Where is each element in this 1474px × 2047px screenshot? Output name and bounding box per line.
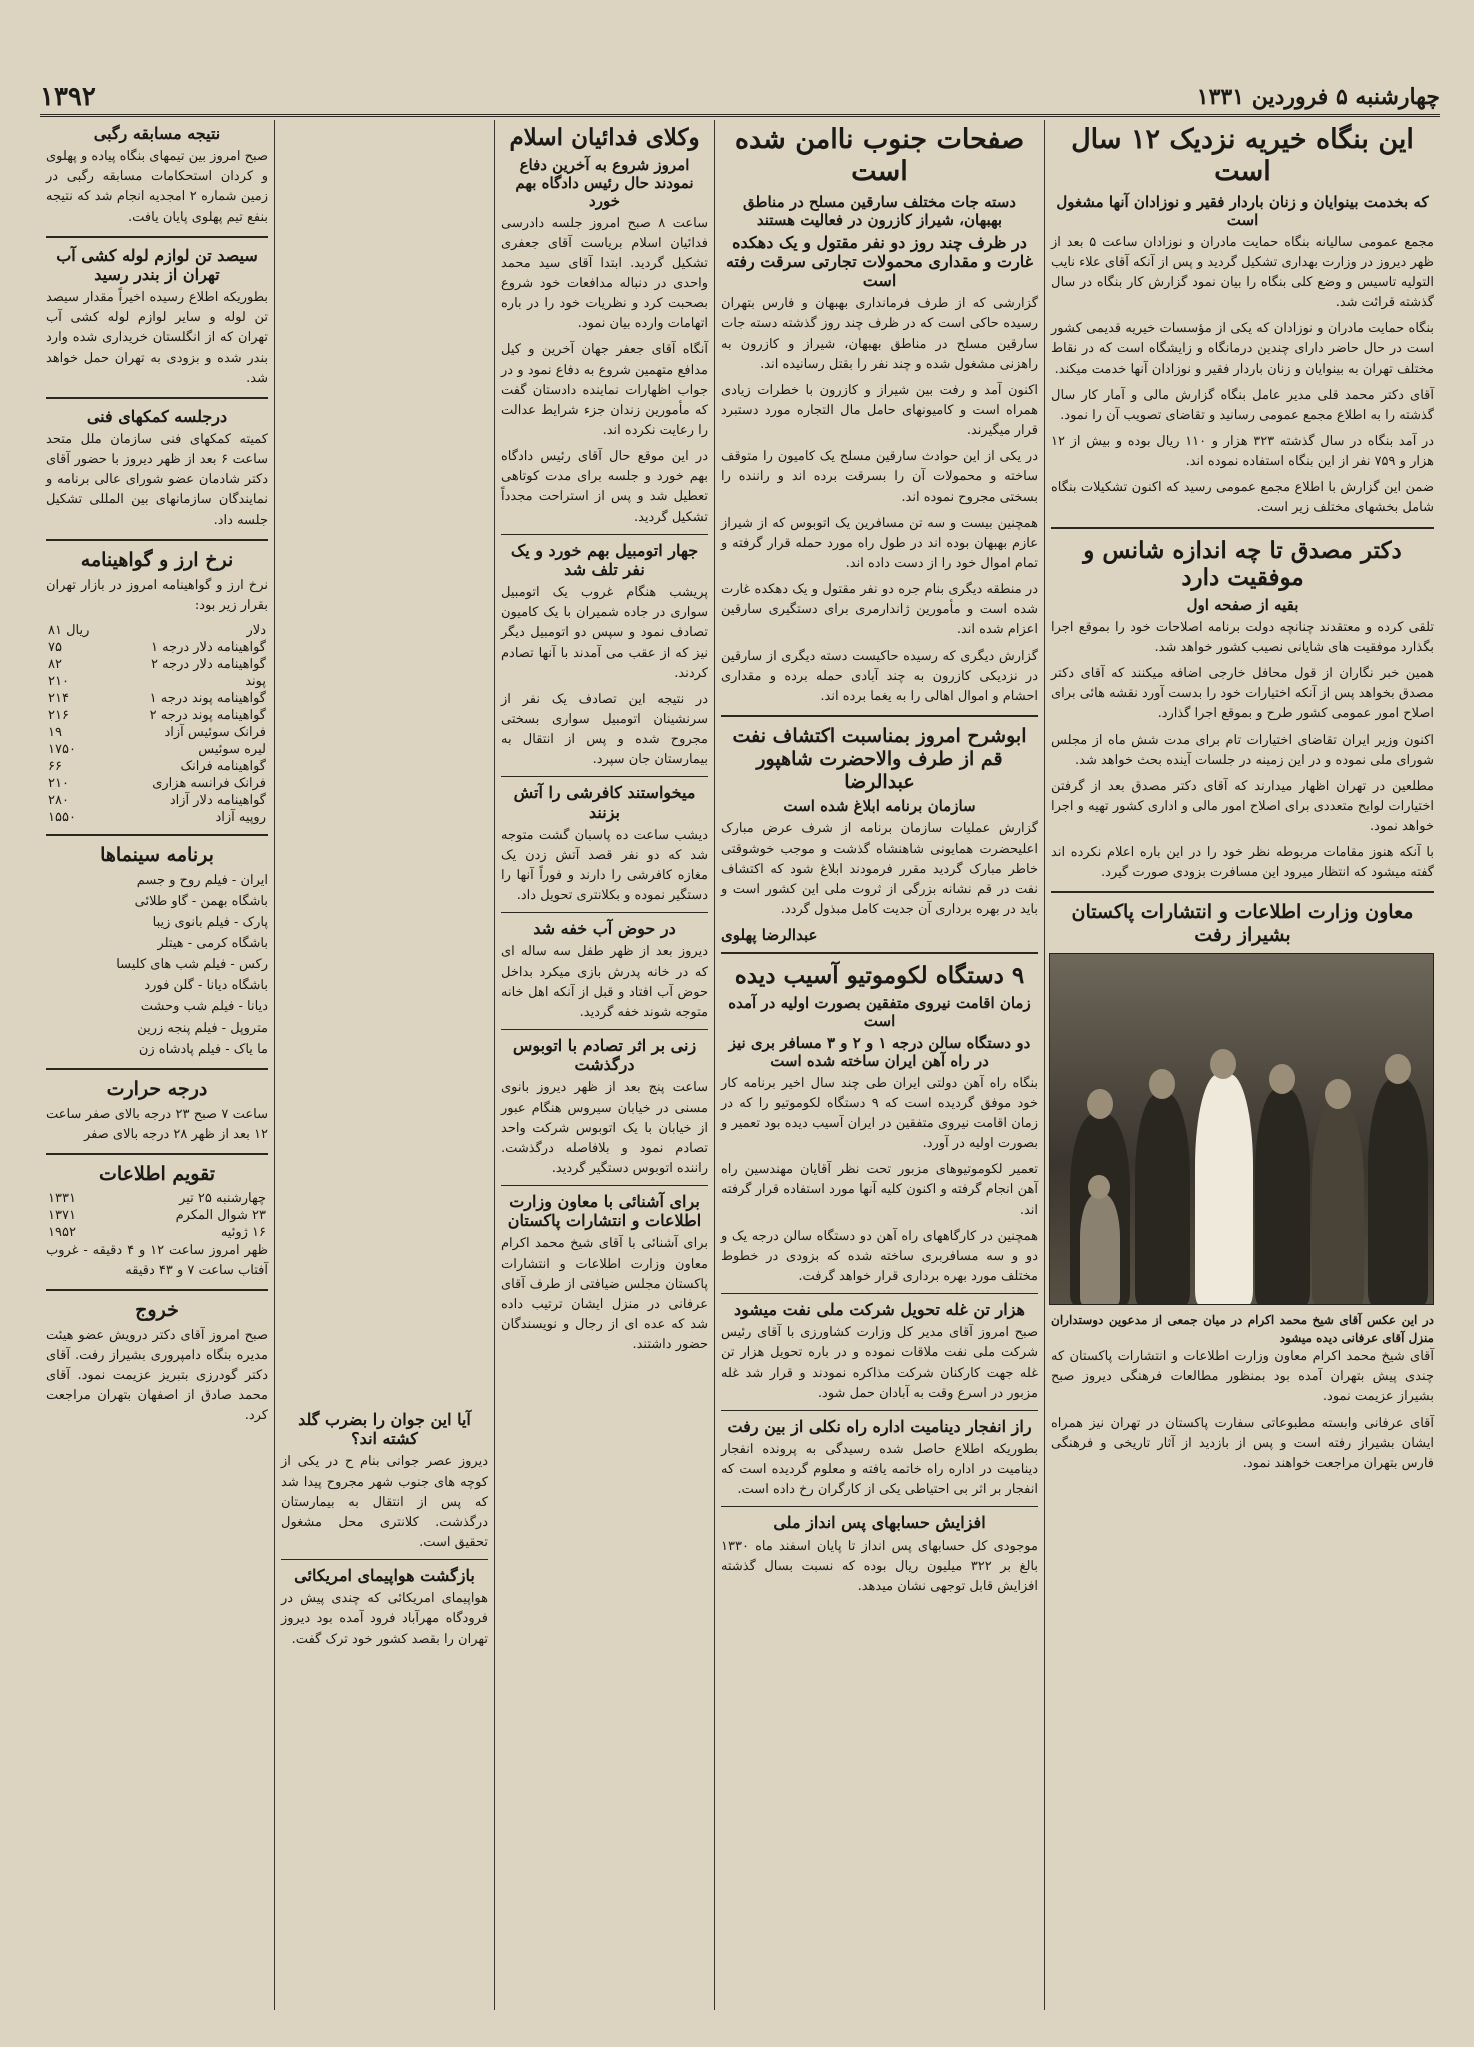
article-text: تلقی کرده و معتقدند چنانچه دولت برنامه اصلاحات خود را بموقع اجرا بگذارد موفقیت های شایانی نصیب کشور خواهد شد. — [1051, 619, 1434, 655]
article-text: آقای شیخ محمد اکرام معاون وزارت اطلاعات و انتشارات پاکستان که چندی پیش بتهران آمده بود بمنظور مطالعات فرهنگی دیروز صبح بشیراز عزیمت نمود. — [1051, 1349, 1434, 1405]
list-item: رکس - فیلم شب های کلیسا — [116, 957, 268, 973]
departures-text: صبح امروز آقای دکتر درویش عضو هیئت مدیره بنگاه دامپروری بشیراز رفت. آقای دکتر گودرزی بتبریز عزیمت نمود. آقای محمد صادق از اصفهان بتهران مراجعت کرد. — [46, 1327, 268, 1424]
article-text: مجمع عمومی سالیانه بنگاه حمایت مادران و نوزادان ساعت ۵ بعد از ظهر دیروز در وزارت بهداری تشکیل گردید و پس از آنکه آقای علاء نایب التولیه تاسیس و وضع کلی بنگاه را بیان نمود گزارش کار بنگاه در سال گذشته قرائت شد. — [1051, 234, 1434, 311]
table-row: گواهینامه پوند درجه ۱ ۲۱۴ — [48, 690, 266, 706]
columns — [40, 120, 1440, 2010]
article-text: گزارشی که از طرف فرمانداری بهبهان و فارس بتهران رسیده حاکی است که در ظرف چند روز گذشته دسته جات سارقین مسلح در مناطق بهبهان، شیراز و کازرون به راهزنی مشغول شده و چند نفر را بقتل رسانیده اند. — [721, 296, 1038, 372]
article-text: صبح امروز آقای مدیر کل وزارت کشاورزی با آقای رئیس شرکت ملی نفت ملاقات نموده و در باره تحویل هزار تن غله جهت کارکنان شرکت مذاکره نمودند و قرار شد غله مزبور در اسرع وقت به آبادان حمل شود. — [721, 1325, 1038, 1401]
departures-title: خروج — [135, 1299, 179, 1322]
headline-grain: هزار تن غله تحویل شرکت ملی نفت میشود — [733, 1300, 1025, 1320]
temperature-text: ساعت ۷ صبح ۲۳ درجه بالای صفر ساعت ۱۲ بعد از ظهر ۲۸ درجه بالای صفر — [46, 1106, 269, 1142]
article-text: در نتیجه این تصادف یک نفر از سرنشینان اتومبیل سواری بسختی مجروح شده و پس از انتقال به بیمارستان جان سپرد. — [501, 691, 708, 768]
list-item: باشگاه بهمن - گاو طلائی — [134, 893, 268, 909]
cinema-title: برنامه سینماها — [100, 843, 214, 866]
headline-south-unsafe: صفحات جنوب ناامن شده است — [734, 124, 1025, 188]
article-text: دیروز عصر جوانی بنام ح در یکی از کوچه های جنوب شهر مجروح پیدا شد که پس از انتقال به بیمارستان درگذشت. کلانتری محل مشغول تحقیق است. — [281, 1454, 488, 1550]
headline-pakistan: معاون وزارت اطلاعات و انتشارات پاکستان بشیراز رفت — [1071, 901, 1414, 947]
list-item: ما یاک - فیلم پادشاه زن — [138, 1041, 268, 1057]
headline-savings: افزایش حسابهای پس انداز ملی — [773, 1513, 986, 1533]
headline-mosaddegh: دکتر مصدق تا چه اندازه شانس و موفقیت دارد — [1083, 536, 1402, 592]
article-text: دیشب ساعت ده پاسبان گشت متوجه شد که دو نفر قصد آتش زدن یک مغازه کافرشی را دارند و فوراً آنها را دستگیر نموده و بکلانتری تحویل داد. — [501, 827, 708, 904]
article-text: دیروز بعد از ظهر طفل سه ساله ای که در خانه پدرش بازی میکرد بداخل حوض آب افتاد و قبل از آنکه اهل خانه متوجه شوند خفه گردید. — [501, 944, 708, 1020]
headline-pipes: سیصد تن لوازم لوله کشی آب تهران از بندر رسید — [56, 245, 258, 284]
subhead-south-unsafe: دسته جات مختلف سارقین مسلح در مناطق بهبهان، شیراز کازرون در فعالیت هستند — [743, 192, 1016, 229]
article-text: موجودی کل حسابهای پس انداز تا پایان اسفند ماه ۱۳۳۰ بالغ بر ۳۲۲ میلیون ریال بوده که نسبت بسال گذشته افزایش قابل توجهی نشان میدهد. — [721, 1538, 1038, 1594]
exchange-rates — [46, 549, 268, 826]
calendar-title: تقویم اطلاعات — [98, 1162, 215, 1185]
table-row: لیره سوئیس ۱۷۵۰ — [48, 741, 266, 757]
column-3 — [495, 120, 715, 2010]
rates-title: نرخ ارز و گواهینامه — [80, 548, 234, 571]
group-photo — [1049, 953, 1434, 1305]
article-text: مطلعین در تهران اظهار میدارند که آقای دکتر مصدق بعد از گرفتن اختیارات لوایح متعددی برای اصلاح امور مالی و اداری کشور تهیه و اجرا خواهد نمود. — [1051, 778, 1434, 835]
article-text: در منطقه دیگری بنام جره دو نفر مقتول و یک دهکده غارت شده است و مأمورین ژاندارمری برای دستگیری سارقین اعزام شده اند. — [721, 582, 1038, 638]
table-row: ۱۶ ژوئیه ۱۹۵۲ — [48, 1224, 266, 1240]
subhead-fadaian: امروز شروع به آخرین دفاع نمودند حال رئیس دادگاه بهم خورد — [515, 155, 694, 210]
table-row: گواهینامه دلار درجه ۲ ۸۲ — [48, 656, 266, 672]
headline-dynamite: راز انفجار دینامیت اداره راه نکلی از بین رفت — [727, 1416, 1032, 1436]
article-text: آنگاه آقای جعفر جهان آخرین و کیل مدافع متهمین شروع به دفاع نمود و در جواب اظهارات نماینده دادستان گفت که مأمورین زندان جزء شرایط عدالت را رعایت نکرده اند. — [501, 342, 708, 438]
article-text: کمیته کمکهای فنی سازمان ملل متحد ساعت ۶ بعد از ظهر دیروز با حضور آقای دکتر شادمان عضو شورای عالی برنامه و نمایندگان سازمانهای بین المللی تشکیل جلسه داد. — [46, 432, 268, 528]
headline-charity: این بنگاه خیریه نزدیک ۱۲ سال است — [1071, 124, 1414, 188]
signature: عبدالرضا پهلوی — [721, 926, 818, 945]
headline-arson: میخواستند کافرشی را آتش بزنند — [513, 783, 696, 822]
rates-intro: نرخ ارز و گواهینامه امروز در بازار تهران بقرار زیر بود: — [46, 577, 268, 613]
article-text: هواپیمای امریکائی که چندی پیش در فرودگاه مهرآباد فرود آمده بود دیروز تهران را بقصد کشور خود ترک گفت. — [281, 1591, 488, 1647]
article-text: همچنین بیست و سه تن مسافرین یک اتوبوس که از شیراز عازم بهبهان بوده اند در طول راه مورد حمله قرار گرفته و تمام اموال خود را از دست داده اند. — [721, 515, 1038, 572]
article-text: همین خبر نگاران از قول محافل خارجی اضافه میکنند که آقای دکتر مصدق بخواهد پس از آنکه اختیارات خود را بدست آورد نقشه هائی برای اصلاح امور عمومی کشور طرح و بموقع اجرا گذارد. — [1051, 666, 1435, 722]
rates-table — [46, 622, 268, 826]
table-row: پوند ۲۱۰ — [48, 673, 266, 689]
headline-drowning: در حوض آب خفه شد — [533, 919, 676, 939]
article-text: برای آشنائی با آقای شیخ محمد اکرام معاون وزارت اطلاعات و انتشارات پاکستان مجلس ضیافتی از طرف آقای عرفانی در منزل ایشان ترتیب داده شد که عده ای از رجال و نویسندگان حضور داشتند. — [501, 1236, 708, 1353]
article-text: گزارش عملیات سازمان برنامه از شرف عرض مبارک اعلیحضرت همایونی شاهنشاه گذشت و موجب خوشوقتی خاطر مبارک گردید مقرر فرمودند ابلاغ شود که اکتشاف نفت در قم نشانه بزرگی از ثروت ملی این کشور است و باید در بهره برداری آن جدیت کامل مبذول گردد. — [721, 821, 1038, 917]
table-row: فرانک فرانسه هزاری ۲۱۰ — [48, 775, 266, 791]
column-5 — [40, 120, 275, 2010]
table-row: گواهینامه دلار آزاد ۲۸۰ — [48, 792, 266, 808]
list-item: باشگاه دیانا - گلن فورد — [144, 978, 268, 994]
list-item: متروپل - فیلم پنجه زرین — [137, 1020, 268, 1036]
article-text: بنگاه راه آهن دولتی ایران طی چند سال اخیر برنامه کار خود موفق گردیده است که ۹ دستگاه لکوموتیو را که در زمان اقامت نیروی متفقین در ایران آسیب دیده بود تعمیر و بصورت اولیه در آورد. — [721, 1075, 1038, 1152]
article-text: صبح امروز بین تیمهای بنگاه پیاده و پهلوی و کردان استحکامات مسابقه رگبی در زمین شماره ۲ امجدیه انجام شد که نتیجه بنفع تیم پهلوی پایان یافت. — [46, 149, 268, 225]
headline-locomotives: ۹ دستگاه لکوموتیو آسیب دیده — [734, 962, 1025, 990]
article-text: آقای دکتر محمد قلی مدیر عامل بنگاه گزارش مالی و آمار کار سال گذشته را به اطلاع مجمع عمومی رسانید و تقاضای تصویب آن را نمود. — [1051, 387, 1434, 423]
issue-date: چهارشنبه ۵ فروردین ۱۳۳۱ — [1196, 84, 1440, 110]
column-1 — [1045, 120, 1440, 2010]
article-text: اکنون وزیر ایران تقاضای اختیارات تام برای مدت شش ماه از مجلس شورای ملی نموده و در این زمینه در جلسات آینده بحث خواهد شد. — [1051, 732, 1434, 768]
article-text: ساعت پنج بعد از ظهر دیروز بانوی مسنی در خیابان سیروس هنگام عبور از خیابان با یک اتوبوس شرکت واحد تصادم نمود و بلافاصله درگذشت. راننده اتوبوس دستگیر گردید. — [501, 1080, 708, 1176]
headline-tech-aid: درجلسه کمکهای فنی — [86, 406, 228, 426]
article-text: تعمیر لکوموتیوهای مزبور تحت نظر آقایان مهندسین راه آهن انجام گرفته و اکنون کلیه آنها مورد استفاده قرار گرفته اند. — [721, 1162, 1038, 1218]
article-text: پریشب هنگام غروب یک اتومبیل سواری در جاده شمیران با یک کامیون تصادف نمود و سپس دو اتومبیل دیگر نیز که از عقب می آمدند با آنها تصادم کردند. — [501, 585, 708, 681]
headline-reception: برای آشنائی با معاون وزارت اطلاعات و انتشارات پاکستان — [507, 1192, 702, 1231]
headline-young-man: آیا این جوان را بضرب گلد کشته اند؟ — [298, 1410, 471, 1449]
article-text: با آنکه هنوز مقامات مربوطه نظر خود را در این باره اعلام نکرده اند گفته میشود که انتظار میرود این مسافرت بزودی صورت گیرد. — [1051, 845, 1434, 881]
page-number: ۱۳۹۲ — [40, 82, 96, 112]
headline-qom-oil: ابوشرح امروز بمناسبت اکتشاف نفت قم از طرف والاحضرت شاهپور عبدالرضا — [732, 725, 1027, 793]
list-item: پارک - فیلم بانوی زیبا — [152, 914, 268, 930]
subhead-locomotives: زمان اقامت نیروی متفقین بصورت اولیه در آمده است — [728, 993, 1031, 1030]
article-text: در این موقع حال آقای رئیس دادگاه بهم خورد و جلسه برای مدت کوتاهی تعطیل شد و پس از استراحت مجدداً تشکیل گردید. — [501, 449, 708, 525]
calendar-times: ظهر امروز ساعت ۱۲ و ۴ دقیقه - غروب آفتاب ساعت ۷ و ۴۳ دقیقه — [46, 1242, 269, 1278]
article-text: همچنین در کارگاههای راه آهن دو دستگاه سالن درجه یک و دو و سه مسافربری ساخته شده که بزودی در خطوط مختلف مورد بهره برداری قرار خواهد گرفت. — [721, 1228, 1038, 1284]
column-2 — [715, 120, 1045, 2010]
table-row: چهارشنبه ۲۵ تیر ۱۳۳۱ — [48, 1190, 266, 1206]
headline-bus-accident: زنی بر اثر تصادم با اتوبوس درگذشت — [512, 1036, 697, 1075]
table-row: ۲۳ شوال المکرم ۱۳۷۱ — [48, 1207, 266, 1223]
article-text: ضمن این گزارش با اطلاع مجمع عمومی رسید که اکنون تشکیلات بنگاه شامل بخشهای مختلف زیر است. — [1051, 480, 1434, 516]
photo-caption: در این عکس آقای شیخ محمد اکرام در میان جمعی از مدعوین دوستداران منزل آقای عرفانی دیده میشود — [1051, 1313, 1434, 1346]
subhead-south-unsafe-2: در ظرف چند روز دو نفر مقتول و یک دهکده غارت و مقداری محمولات تجارتی سرقت رفته است — [725, 232, 1034, 291]
article-text: بنگاه حمایت مادران و نوزادان که یکی از مؤسسات خیریه قدیمی کشور است در حال حاضر دارای چندین درمانگاه و زایشگاه است که در نقاط مختلف تهران به بینوایان و زنان باردار فقیر و نوزادان آنها خدمت میکند. — [1051, 321, 1434, 377]
list-item: دیانا - فیلم شب وحشت — [140, 999, 268, 1015]
article-text: در یکی از این حوادث سارقین مسلح یک کامیون را متوقف ساخته و محمولات آن را بسرقت برده اند و راننده را بسختی مجروح نموده اند. — [721, 449, 1038, 505]
list-item: باشگاه کرمی - هیتلر — [157, 936, 268, 952]
table-row: گواهینامه پوند درجه ۲ ۲۱۶ — [48, 707, 266, 723]
temperature-title: درجه حرارت — [106, 1077, 208, 1100]
headline-rugby: نتیجه مسابقه رگبی — [93, 124, 221, 143]
subhead-locomotives-2: دو دستگاه سالن درجه ۱ و ۲ و ۳ مسافر بری نیز در راه آهن ایران ساخته شده است — [728, 1033, 1031, 1070]
article-text: بطوریکه اطلاع حاصل شده رسیدگی به پرونده انفجار دینامیت در اداره راه خاتمه یافته و معلوم گردیده است که انفجار بر اثر بی احتیاطی یکی از کارگران رخ داده است. — [721, 1442, 1038, 1498]
article-text: گزارش دیگری که رسیده حاکیست دسته دیگری از سارقین در نزدیکی کازرون به چند آبادی حمله برده و مقداری احشام و اموال اهالی را به یغما برده اند. — [721, 648, 1038, 704]
subhead-mosaddegh: بقیه از صفحه اول — [1186, 595, 1299, 614]
headline-fadaian: وکلای فدائیان اسلام — [509, 124, 700, 151]
subhead-charity: که بخدمت بینوایان و زنان باردار فقیر و نوزادان آنها مشغول است — [1056, 192, 1429, 229]
headline-car-crash: جهار اتومبیل بهم خورد و یک نفر تلف شد — [510, 540, 699, 579]
subhead-qom-oil: سازمان برنامه ابلاغ شده است — [783, 797, 976, 816]
article-text: آقای عرفانی وابسته مطبوعاتی سفارت پاکستان در تهران نیز همراه ایشان بشیراز رفته است و پس از بازدید از آثار تاریخی و فرهنگی فارس بتهران مراجعت خواهند نمود. — [1051, 1415, 1434, 1471]
table-row: گواهینامه فرانک ۶۶ — [48, 758, 266, 774]
article-text: اکنون آمد و رفت بین شیراز و کازرون با خطرات زیادی همراه است و کامیونهای حامل مال التجاره مورد دستبرد قرار میگیرند. — [721, 382, 1038, 439]
article-text: بطوریکه اطلاع رسیده اخیراً مقدار سیصد تن لوله و سایر لوازم لوله کشی آب تهران که از انگلستان خریداری شده وارد بندر شده و بزودی به تهران حمل خواهد شد. — [46, 290, 268, 386]
article-text: در آمد بنگاه در سال گذشته ۳۲۳ هزار و ۱۱۰ ریال بوده و بیش از ۱۲ هزار و ۷۵۹ نفر از این بنگاه استفاده نموده اند. — [1051, 434, 1435, 470]
table-row: گواهینامه دلار درجه ۱ ۷۵ — [48, 639, 266, 655]
table-row: روپیه آزاد ۱۵۵۰ — [48, 809, 266, 825]
masthead — [40, 80, 1440, 117]
article-text: ساعت ۸ صبح امروز جلسه دادرسی فدائیان اسلام بریاست آقای جعفری تشکیل گردید. ابتدا آقای سید محمد واحدی در دنباله مدافعات خود شروع بصحبت کرد و نظریات خود را در باره اتهامات وارده بیان نمود. — [501, 215, 708, 332]
table-row: دلار ۸۱ ریال — [48, 622, 266, 638]
list-item: ایران - فیلم روح و جسم — [136, 872, 268, 888]
column-4 — [275, 120, 495, 2010]
headline-us-plane: بازگشت هواپیمای امریکائی — [294, 1566, 475, 1586]
calendar — [46, 1190, 268, 1241]
table-row: فرانک سوئیس آزاد ۱۹ — [48, 724, 266, 740]
